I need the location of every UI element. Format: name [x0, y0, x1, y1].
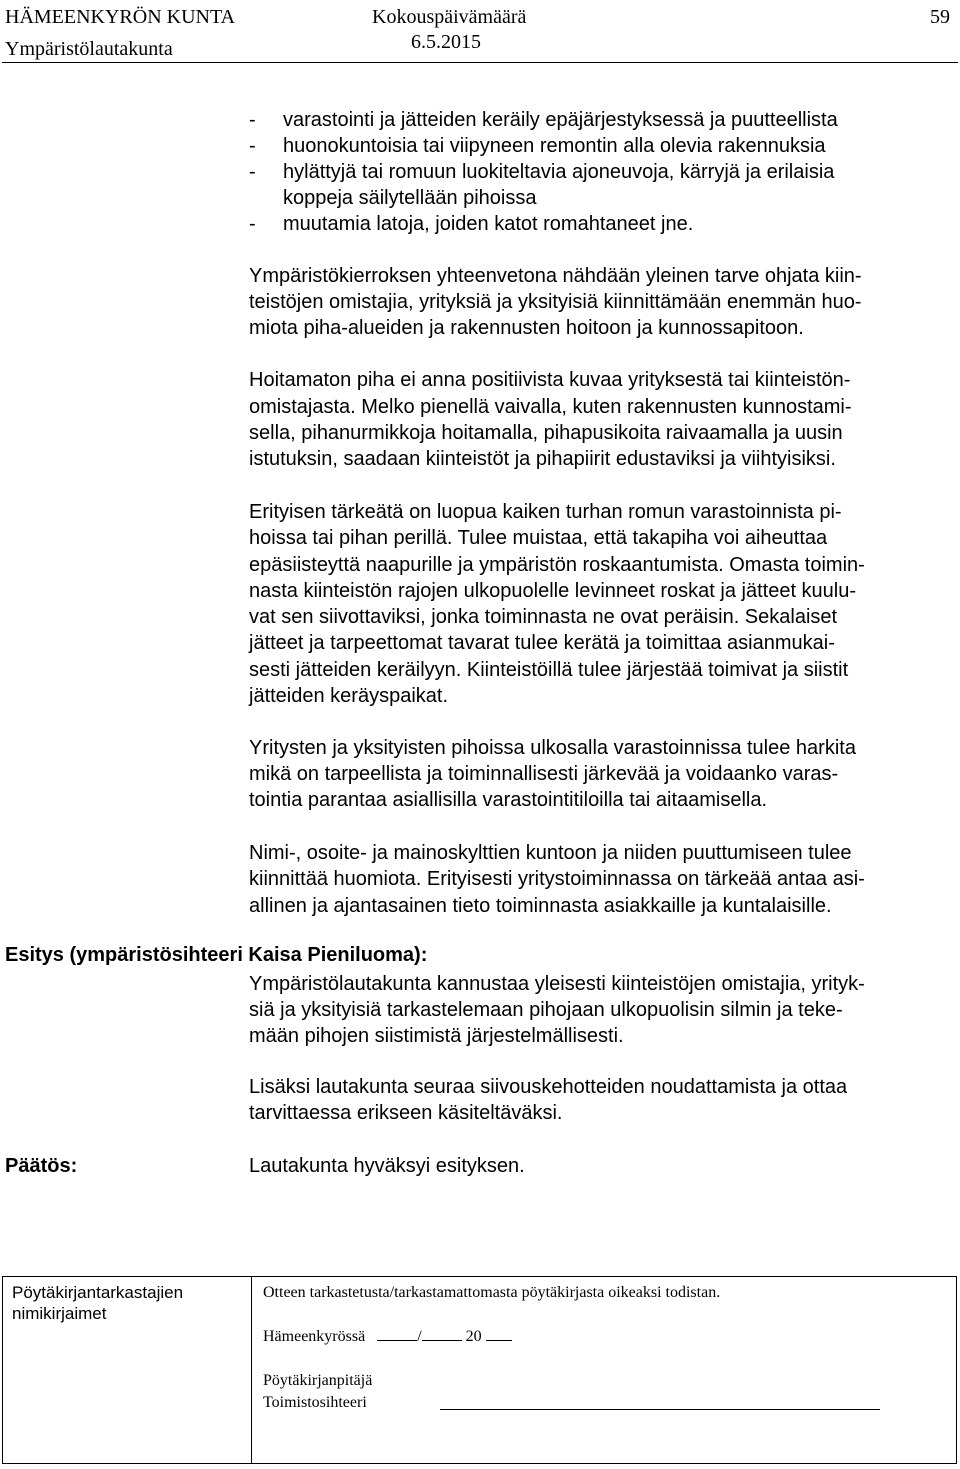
footer-place: Hämeenkyrössä — [263, 1328, 366, 1345]
text-line: mikä on tarpeellista ja toiminnallisesti järkevää ja voidaanko varas- — [249, 763, 839, 785]
bullet-marker: - — [249, 161, 256, 183]
text-line: Erityisen tärkeätä on luopua kaiken turhan romun varastoinnista pi- — [249, 501, 842, 523]
header-date: 6.5.2015 — [411, 31, 481, 53]
text-line: Ympäristölautakunta kannustaa yleisesti kiinteistöjen omistajia, yrityk- — [249, 973, 865, 995]
text-line: teistöjen omistajia, yrityksiä ja yksityisiä kiinnittämään enemmän huo- — [249, 291, 862, 313]
footer-keeper: Pöytäkirjanpitäjä — [263, 1372, 373, 1389]
list-item — [249, 133, 826, 159]
bullet-text: koppeja säilytellään pihoissa — [283, 187, 537, 209]
text-line: epäsiisteyttä naapurille ja ympäristön roskaantumista. Omasta toimin- — [249, 554, 865, 576]
text-line: Yritysten ja yksityisten pihoissa ulkosalla varastoinnissa tulee harkita — [249, 737, 856, 759]
footer-year-prefix: 20 — [465, 1328, 482, 1345]
bullet-text: hylättyjä tai romuun luokiteltavia ajoneuvoja, kärryjä ja erilaisia — [283, 161, 835, 183]
text-line: jätteet ja tarpeettomat tavarat tulee kerätä ja toimittaa asianmukai- — [249, 632, 835, 654]
text-line: Ympäristökierroksen yhteenvetona nähdään yleinen tarve ohjata kiin- — [249, 265, 862, 287]
list-item — [249, 211, 693, 237]
proposal-heading: Esitys (ympäristösihteeri Kaisa Pieniluoma): — [5, 944, 428, 966]
list-item-continuation — [249, 185, 537, 211]
header-org: HÄMEENKYRÖN KUNTA — [5, 6, 236, 28]
day-blank[interactable] — [377, 1326, 417, 1341]
text-line: hoissa tai pihan perillä. Tulee muistaa, että takapiha voi aiheuttaa — [249, 527, 828, 549]
text-line: sella, pihanurmikkoja hoitamalla, pihapusikoita raivaamalla ja uusin — [249, 422, 843, 444]
text-line: tointia parantaa asiallisilla varastointitiloilla tai aitaamisella. — [249, 789, 768, 811]
footer-keeper-title: Toimistosihteeri — [263, 1394, 367, 1411]
text-line: siä ja yksityisiä tarkastelemaan pihojaan ulkopuolisin silmin ja teke- — [249, 999, 843, 1021]
footer-slash: / — [417, 1328, 422, 1345]
text-line: vat sen siivottaviksi, jonka toiminnasta ne ovat peräisin. Sekalaiset — [249, 606, 838, 628]
header-date-label: Kokouspäivämäärä — [372, 6, 527, 28]
text-line: sesti jätteiden keräilyyn. Kiinteistöillä tulee järjestää toimivat ja siistit — [249, 659, 849, 681]
footer-checker-initials-label — [12, 1282, 212, 1324]
footer-signature-box — [2, 1276, 957, 1464]
text-line: omistajasta. Melko pienellä vaivalla, kuten rakennusten kunnostami- — [249, 396, 852, 418]
list-item — [249, 107, 838, 133]
bullet-marker: - — [249, 135, 256, 157]
month-blank[interactable] — [422, 1326, 462, 1341]
signature-line[interactable] — [440, 1409, 880, 1410]
text-line: Hoitamaton piha ei anna positiivista kuvaa yrityksestä tai kiinteistön- — [249, 369, 851, 391]
text-line: Lisäksi lautakunta seuraa siivouskehotteiden noudattamista ja ottaa — [249, 1076, 848, 1098]
footer-place-date — [263, 1326, 512, 1347]
header-body: Ympäristölautakunta — [5, 38, 173, 60]
text-line: kiinnittää huomiota. Erityisesti yritystoiminnassa on tärkeää antaa asi- — [249, 868, 865, 890]
bullet-text: varastointi ja jätteiden keräily epäjärjestyksessä ja puutteellista — [283, 109, 838, 131]
text-line: istutuksin, saadaan kiinteistöt ja pihapiirit edustaviksi ja viihtyisiksi. — [249, 448, 836, 470]
bullet-marker: - — [249, 213, 256, 235]
header-page-number: 59 — [930, 6, 950, 28]
text-line: Nimi-, osoite- ja mainoskylttien kuntoon ja niiden puuttumiseen tulee — [249, 842, 852, 864]
decision-text: Lautakunta hyväksyi esityksen. — [249, 1155, 525, 1177]
text-line: mään pihojen siistimistä järjestelmällisesti. — [249, 1025, 624, 1047]
footer-certify-text: Otteen tarkastetusta/tarkastamattomasta pöytäkirjasta oikeaksi todistan. — [263, 1284, 721, 1301]
text-line: nasta kiinteistön rajojen ulkopuolelle levinneet roskat ja jätteet kuulu- — [249, 580, 857, 602]
footer-left-label: Pöytäkirjantarkastajien nimikirjaimet — [12, 1283, 184, 1323]
year-blank[interactable] — [486, 1326, 512, 1341]
text-line: allinen ja ajantasainen tieto toiminnasta asiakkaille ja kuntalaisille. — [249, 895, 832, 917]
text-line: miota piha-alueiden ja rakennusten hoitoon ja kunnossapitoon. — [249, 317, 804, 339]
text-line: jätteiden keräyspaikat. — [249, 685, 449, 707]
bullet-text: huonokuntoisia tai viipyneen remontin alla olevia rakennuksia — [283, 135, 826, 157]
text-line: tarvittaessa erikseen käsiteltäväksi. — [249, 1102, 563, 1124]
list-item — [249, 159, 834, 185]
decision-label: Päätös: — [5, 1155, 78, 1177]
bullet-text: muutamia latoja, joiden katot romahtaneet jne. — [283, 213, 694, 235]
footer-divider — [251, 1277, 252, 1463]
header-rule — [2, 62, 958, 63]
bullet-marker: - — [249, 109, 256, 131]
